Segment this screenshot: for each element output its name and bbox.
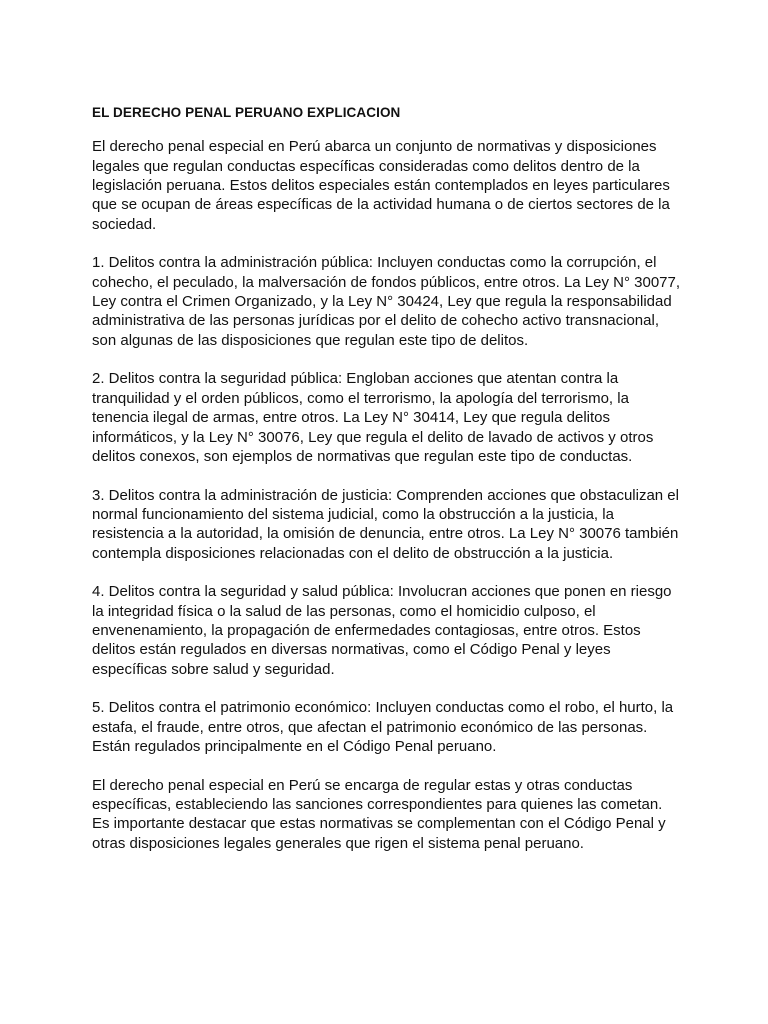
conclusion-paragraph: El derecho penal especial en Perú se encarga de regular estas y otras conductas específicas, estableciendo las sanciones correspondientes para quienes las cometan. Es importante destacar que estas normativas se complementan con el Código Penal y otras disposiciones legales generales que rigen el sistema penal peruano. <box>92 776 666 852</box>
document-title: EL DERECHO PENAL PERUANO EXPLICACION <box>92 105 401 120</box>
item-2-paragraph: 2. Delitos contra la seguridad pública: Engloban acciones que atentan contra la tranquilidad y el orden públicos, como el terrorismo, la apología del terrorismo, la tenencia ilegal de armas, entre otros. La Ley N° 30414, Ley que regula delitos informáticos, y la Ley N° 30076, Ley que regula el delito de lavado de activos y otros delitos conexos, son ejemplos de normativas que regulan este tipo de conductas. <box>92 370 654 465</box>
intro-paragraph: El derecho penal especial en Perú abarca un conjunto de normativas y disposiciones legales que regulan conductas específicas consideradas como delitos dentro de la legislación peruana. Estos delitos especiales están contemplados en leyes particulares que se ocupan de áreas específicas de la actividad humana o de ciertos sectores de la sociedad. <box>92 138 670 233</box>
item-4-paragraph: 4. Delitos contra la seguridad y salud pública: Involucran acciones que ponen en riesgo la integridad física o la salud de las personas, como el homicidio culposo, el envenenamiento, la propagación de enfermedades contagiosas, entre otros. Estos delitos están regulados en diversas normativas, como el Código Penal y leyes específicas sobre salud y seguridad. <box>92 583 672 678</box>
item-5-paragraph: 5. Delitos contra el patrimonio económico: Incluyen conductas como el robo, el hurto, la estafa, el fraude, entre otros, que afectan el patrimonio económico de las personas. Están regulados principalmente en el Código Penal peruano. <box>92 699 674 755</box>
document-body <box>92 103 682 853</box>
item-3-paragraph: 3. Delitos contra la administración de justicia: Comprenden acciones que obstaculizan el normal funcionamiento del sistema judicial, como la obstrucción a la justicia, la resistencia a la autoridad, la omisión de denuncia, entre otros. La Ley N° 30076 también contempla disposiciones relacionadas con el delito de obstrucción a la justicia. <box>92 486 679 562</box>
item-1-paragraph: 1. Delitos contra la administración pública: Incluyen conductas como la corrupción, el cohecho, el peculado, la malversación de fondos públicos, entre otros. La Ley N° 30077, Ley contra el Crimen Organizado, y la Ley N° 30424, Ley que regula la responsabilidad administrativa de las personas jurídicas por el delito de cohecho activo transnacional, son algunas de las disposiciones que regulan este tipo de delitos. <box>92 254 681 349</box>
